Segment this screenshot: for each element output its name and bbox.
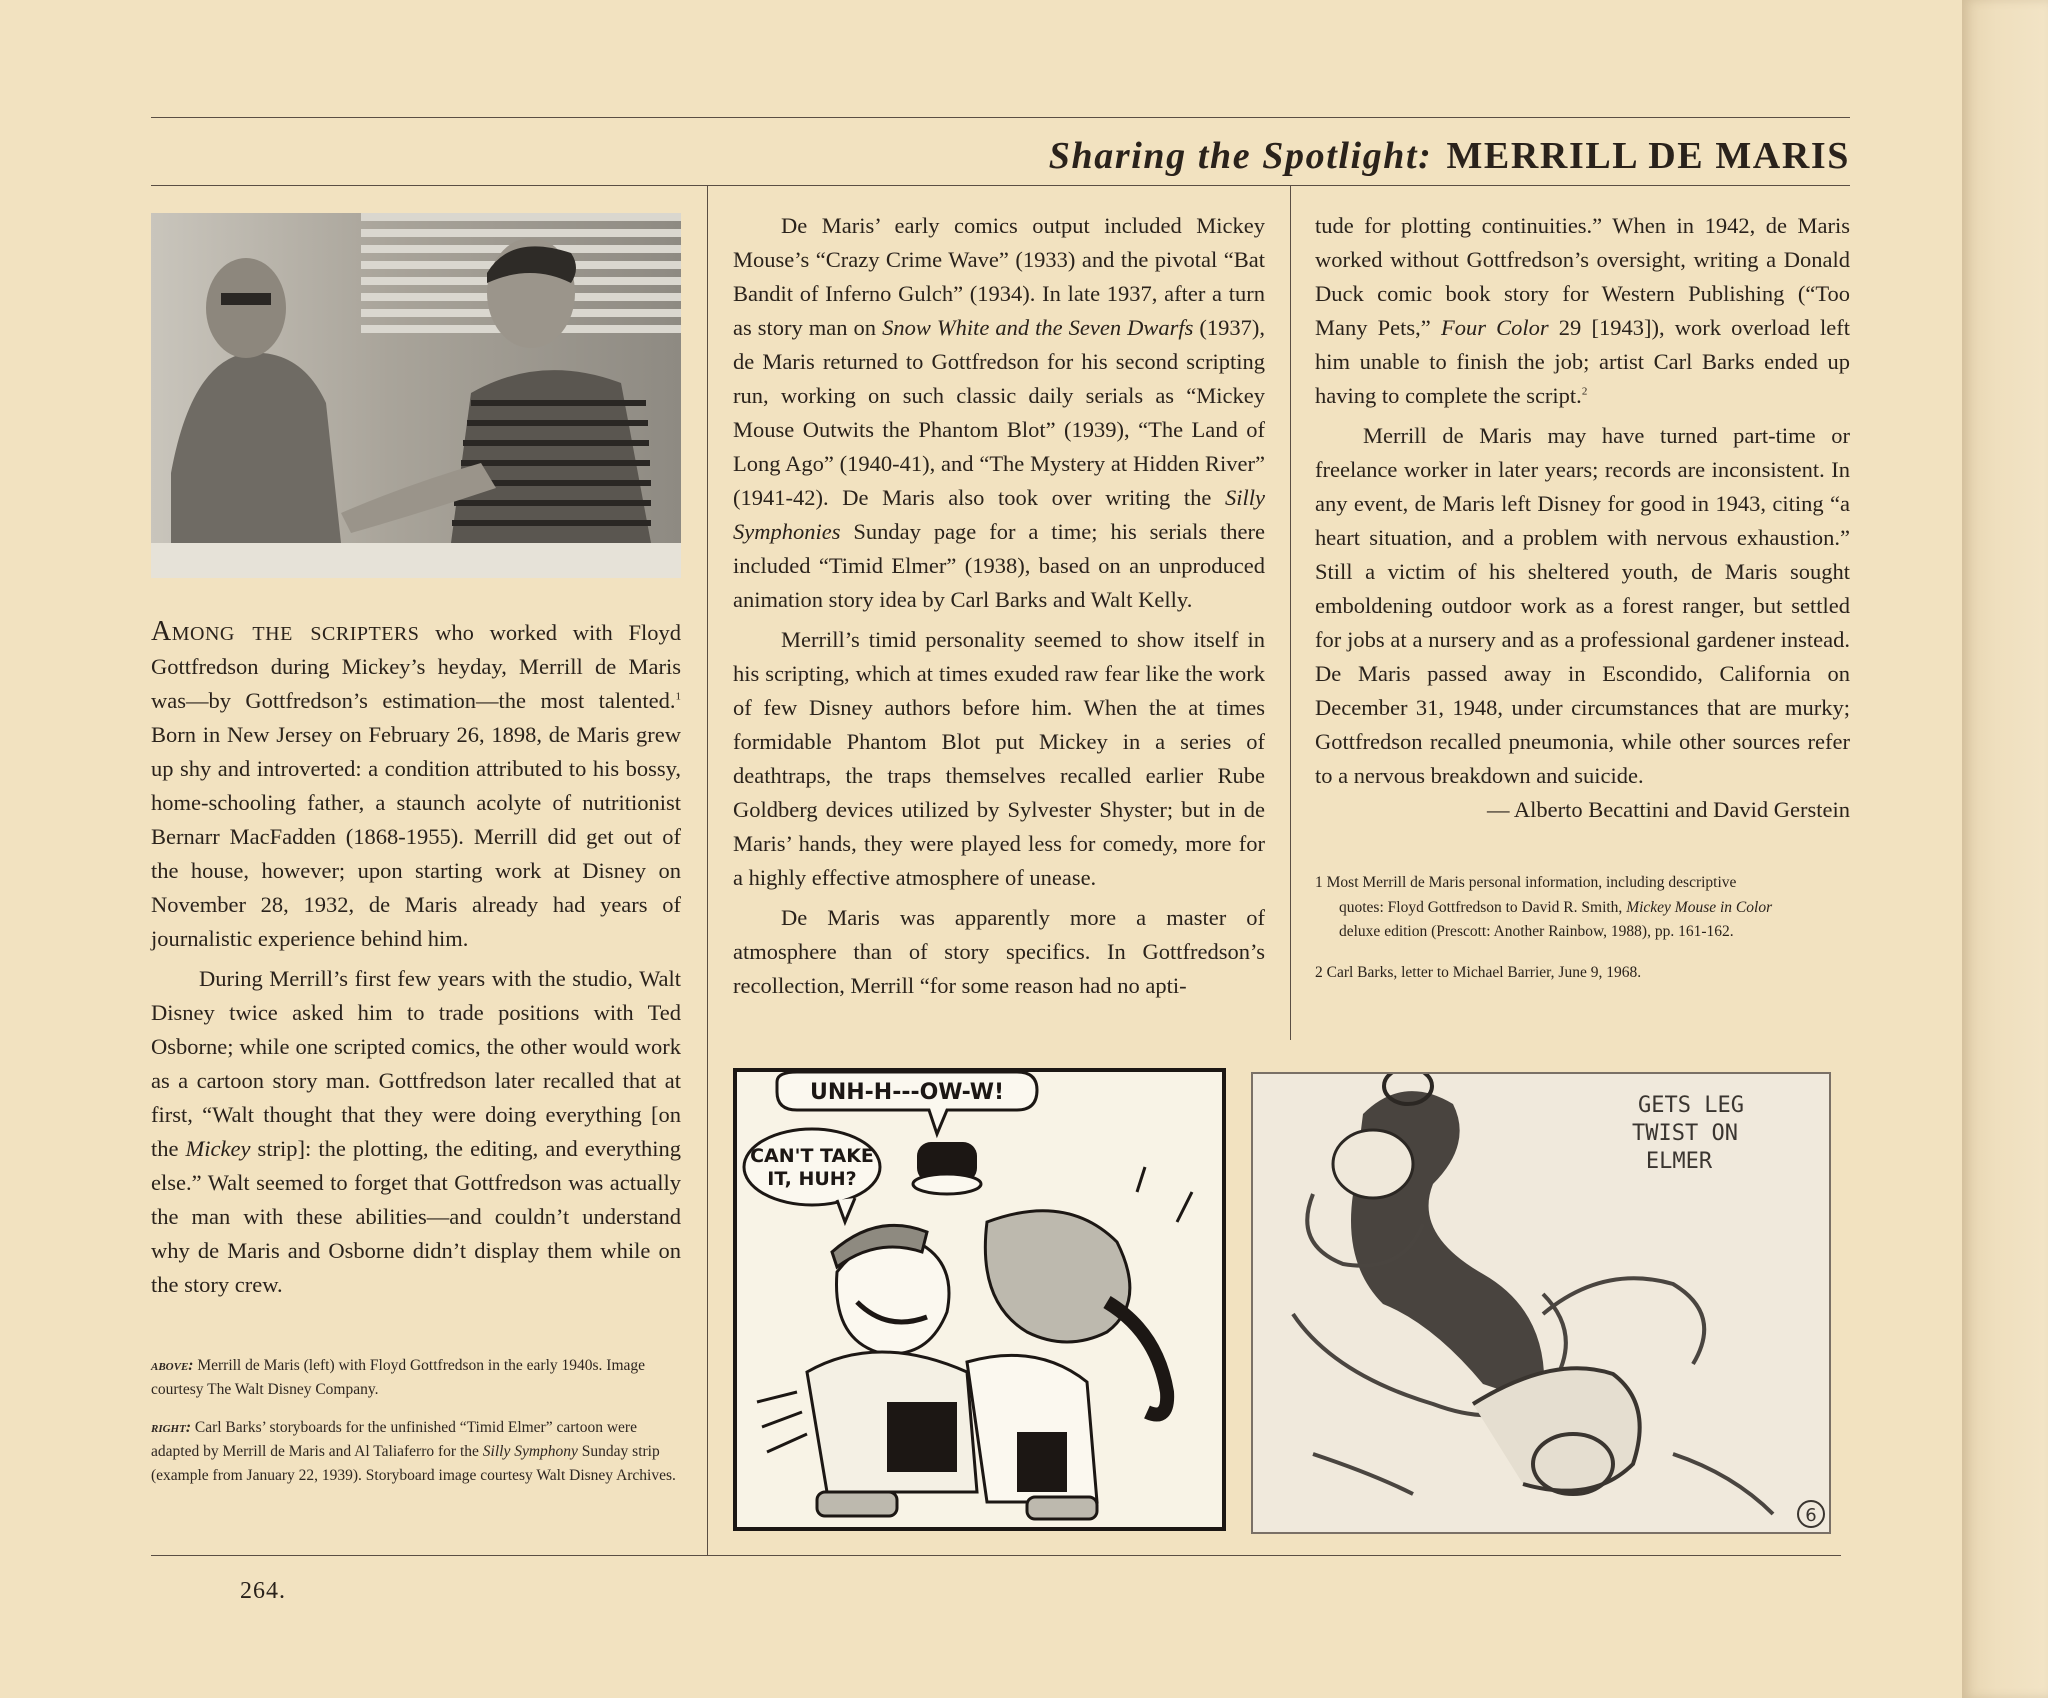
col2-p1-text-b: (1937), de Maris returned to Gottfredson for his second scripting run, working on such classic daily serials as “Mickey Mouse Outwits the Phantom Blot” (1939), “The Land of Long Ago” (1940-41), and “The Mystery at Hidden River” (1941-42). De Maris also took over writing the	[733, 315, 1265, 510]
sketch-note-line-2: TWIST ON	[1632, 1121, 1738, 1146]
col2-paragraph-1	[733, 209, 1265, 617]
col2-p1-text-c: Sunday page for a time; his serials there included “Timid Elmer” (1938), based on an unproduced animation story idea by Carl Barks and Walt Kelly.	[733, 519, 1265, 612]
comic-panel-timid-elmer	[733, 1068, 1226, 1531]
sketch-note-line-1: GETS LEG	[1638, 1093, 1744, 1118]
col1-p2-mickey: Mickey	[185, 1136, 251, 1161]
caption-right-text-a: Carl Barks’ storyboards for the unfinished “Timid Elmer” cartoon were adapted by Merrill de Maris and Al Taliaferro for the	[151, 1419, 637, 1460]
col1-paragraph-1	[151, 615, 681, 956]
col1-p2-text-b: strip]: the plotting, the editing, and everything else.” Walt seemed to forget that Gottfredson was actually the man with these abilities—and couldn’t understand why de Maris and Osborne didn’t display them while on the story crew.	[151, 1136, 681, 1297]
sketch-panel-number: 6	[1805, 1505, 1817, 1526]
col1-p1-text-b: Born in New Jersey on February 26, 1898, de Maris grew up shy and introverted: a condition attributed to his bossy, home-schooling father, a staunch acolyte of nutritionist Bernarr MacFadden (1868-1955). Merrill did get out of the house, however; upon starting work at Disney on November 28, 1932, de Maris already had years of journalistic experience behind him.	[151, 722, 681, 951]
article-signature: — Alberto Becattini and David Gerstein	[1486, 797, 1850, 822]
column-divider-2	[1290, 185, 1291, 1040]
footnote-1-italic: Mickey Mouse in Color	[1626, 898, 1773, 916]
col2-p1-text-a: De Maris’ early comics output included Mickey Mouse’s “Crazy Crime Wave” (1933) and the pivotal “Bat Bandit of Inferno Gulch” (1934). In late 1937, after a turn as story man on	[733, 213, 1265, 340]
caption-above-text: Merrill de Maris (left) with Floyd Gottfredson in the early 1940s. Image courtesy The Walt Disney Company.	[151, 1357, 646, 1398]
header-rule-bottom	[151, 185, 1850, 186]
photo-de-maris-gottfredson	[151, 213, 681, 578]
header-rule-top	[151, 117, 1850, 118]
col2-paragraph-2: Merrill’s timid personality seemed to show itself in his scripting, which at times exuded raw fear like the work of few Disney authors before him. When the at times formidable Phantom Blot put Mickey in a series of deathtraps, the traps themselves recalled earlier Rube Goldberg devices utilized by Sylvester Shyster; but in de Maris’ hands, they were played less for comedy, more for a highly effective atmosphere of unease.	[733, 627, 1265, 890]
sketch-note-line-3: ELMER	[1645, 1149, 1713, 1174]
caption-above-label: above:	[151, 1357, 194, 1374]
col3-p1-text-b: 29 [1943]), work overload left him unable to finish the job; artist Carl Barks ended up having to complete the script.	[1315, 315, 1851, 408]
column-3-text	[1315, 209, 1850, 827]
header-title-caps: MERRILL DE MARIS	[1446, 135, 1850, 177]
col1-lead-smallcaps: Among the scripters	[151, 616, 420, 647]
image-captions	[151, 1354, 686, 1502]
balloon-left-line-1: CAN'T TAKE	[750, 1145, 874, 1167]
col3-paragraph-2: Merrill de Maris may have turned part-time or freelance worker in later years; records are inconsistent. In any event, de Maris left Disney for good in 1943, citing “a heart situation, and a problem with nervous exhaustion.” Still a victim of his sheltered youth, de Maris sought emboldening outdoor work as a forest ranger, but settled for jobs at a nursery and as a professional gardener instead. De Maris passed away in Escondido, California on December 31, 1948, under circumstances that are murky; Gottfredson recalled pneumonia, while other sources refer to a nervous breakdown and suicide.	[1315, 423, 1850, 788]
col1-p1-text-a: who worked with Floyd Gottfredson during Mickey’s heyday, Merrill de Maris was—by Gottfredson’s estimation—the most talented.	[151, 620, 681, 713]
caption-right-italic: Silly Symphony	[482, 1443, 578, 1460]
col3-paragraph-1	[1315, 209, 1850, 413]
footnote-2-text: Carl Barks, letter to Michael Barrier, June 9, 1968.	[1322, 963, 1642, 981]
col2-p1-italic: Snow White and the Seven Dwarfs	[882, 315, 1194, 340]
page-header-title	[1049, 134, 1850, 178]
page-number: 264.	[240, 1578, 286, 1604]
footnote-2	[1315, 961, 1775, 986]
caption-above	[151, 1354, 686, 1402]
col2-p1-italic-2: Silly Symphonies	[733, 485, 1265, 544]
footnote-ref-1: 1	[675, 690, 681, 703]
col3-p1-text-a: tude for plotting continuities.” When in 1942, de Maris worked without Gottfredson’s oversight, writing a Donald Duck comic book story for Western Publishing (“Too Many Pets,”	[1315, 213, 1850, 340]
footnote-1-text-a: Most Merrill de Maris personal information, including descriptive quotes: Floyd Gottfredson to David R. Smith,	[1322, 874, 1737, 916]
header-title-italic: Sharing the Spotlight:	[1048, 135, 1433, 177]
footnote-1-text-b: deluxe edition (Prescott: Another Rainbow, 1988), pp. 161-162.	[1339, 923, 1734, 940]
column-divider-1	[707, 185, 708, 1555]
column-1-text	[151, 615, 681, 1302]
footer-rule	[151, 1555, 1841, 1556]
col3-p1-italic: Four Color	[1440, 315, 1549, 340]
balloon-left-line-2: IT, HUH?	[767, 1168, 857, 1190]
col2-paragraph-3: De Maris was apparently more a master of atmosphere than of story specifics. In Gottfredson’s recollection, Merrill “for some reason had no apti-	[733, 905, 1265, 998]
column-2-text	[733, 209, 1265, 1003]
footnote-ref-2: 2	[1581, 385, 1588, 398]
footnote-2-number: 2	[1315, 963, 1323, 981]
book-gutter	[1962, 0, 2048, 1698]
caption-right-text-b: Sunday strip (example from January 22, 1939). Storyboard image courtesy Walt Disney Archives.	[151, 1443, 676, 1484]
col1-p2-text-a: During Merrill’s first few years with the studio, Walt Disney twice asked him to trade positions with Ted Osborne; while one scripted comics, the other would work as a cartoon story man. Gottfredson later recalled that at first, “Walt thought that they were doing everything [on the	[151, 966, 681, 1161]
caption-right-label: right:	[151, 1419, 191, 1436]
footnote-1	[1315, 871, 1775, 945]
balloon-top-text: UNH-H---OW-W!	[809, 1080, 1005, 1105]
storyboard-sketch	[1251, 1072, 1831, 1534]
footnotes	[1315, 871, 1775, 1001]
footnote-1-number: 1	[1315, 874, 1323, 891]
caption-right	[151, 1416, 686, 1488]
col1-paragraph-2	[151, 962, 681, 1302]
